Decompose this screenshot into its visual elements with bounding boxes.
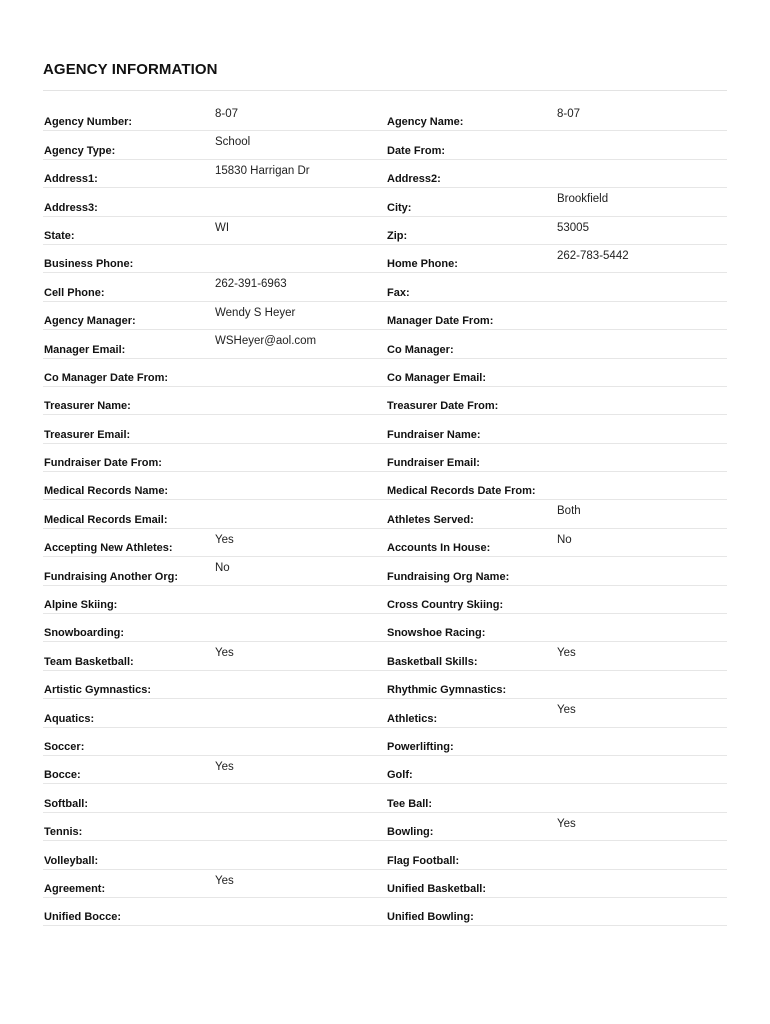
table-row	[43, 614, 727, 642]
field-label: Athletes Served:	[387, 513, 474, 526]
field-value: 15830 Harrigan Dr	[215, 164, 310, 177]
field-value: 262-783-5442	[557, 249, 629, 262]
table-row	[43, 131, 727, 159]
table-row	[43, 529, 727, 557]
field-value: WSHeyer@aol.com	[215, 335, 317, 348]
page-title: AGENCY INFORMATION	[43, 61, 218, 78]
field-label: Fundraiser Date From:	[44, 457, 162, 470]
agency-info-table	[43, 103, 727, 926]
table-row	[43, 728, 727, 756]
field-value: Wendy S Heyer	[215, 306, 296, 319]
field-label: Accepting New Athletes:	[44, 542, 173, 555]
field-label: Tee Ball:	[387, 797, 433, 810]
field-label: Manager Email:	[44, 343, 126, 356]
field-label: Agency Type:	[44, 144, 116, 157]
field-label: Date From:	[387, 144, 446, 157]
field-value: 53005	[557, 221, 589, 234]
table-row	[43, 699, 727, 727]
field-label: Medical Records Date From:	[387, 485, 536, 498]
field-label: Artistic Gymnastics:	[44, 684, 151, 697]
field-label: Agency Name:	[387, 116, 464, 129]
field-label: Rhythmic Gymnastics:	[387, 684, 507, 697]
field-label: Basketball Skills:	[387, 655, 478, 668]
field-label: Fundraiser Email:	[387, 457, 480, 470]
field-label: Address3:	[44, 201, 98, 214]
table-row	[43, 387, 727, 415]
table-row	[43, 444, 727, 472]
field-value: Yes	[215, 874, 234, 887]
field-label: State:	[44, 229, 75, 242]
field-label: Accounts In House:	[387, 542, 491, 555]
field-label: Fundraising Another Org:	[44, 570, 179, 583]
field-label: Address2:	[387, 173, 441, 186]
table-row	[43, 586, 727, 614]
field-value: No	[215, 562, 230, 575]
field-label: Aquatics:	[44, 712, 95, 725]
field-label: Flag Football:	[387, 854, 460, 867]
field-value: 8-07	[215, 108, 239, 120]
table-row	[43, 160, 727, 188]
table-row	[43, 330, 727, 358]
field-value: Yes	[557, 817, 576, 830]
table-row	[43, 188, 727, 216]
field-label: Fundraiser Name:	[387, 428, 481, 441]
table-row	[43, 870, 727, 898]
field-label: Fundraising Org Name:	[387, 570, 510, 583]
field-label: Snowshoe Racing:	[387, 627, 486, 640]
field-label: Home Phone:	[387, 258, 458, 271]
field-label: Co Manager Email:	[387, 371, 487, 384]
field-label: Co Manager Date From:	[44, 371, 169, 384]
table-row	[43, 500, 727, 528]
table-row	[43, 813, 727, 841]
field-label: Medical Records Name:	[44, 485, 169, 498]
table-row	[43, 359, 727, 387]
table-row	[43, 784, 727, 812]
field-value: Brookfield	[557, 193, 609, 206]
field-label: Softball:	[44, 797, 88, 810]
field-value: No	[557, 533, 572, 546]
field-label: Soccer:	[44, 740, 85, 753]
field-label: City:	[387, 201, 412, 214]
field-label: Address1:	[44, 173, 98, 186]
table-row	[43, 273, 727, 301]
field-label: Snowboarding:	[44, 627, 125, 640]
field-value: Yes	[215, 760, 234, 773]
field-label: Team Basketball:	[44, 655, 134, 668]
table-row	[43, 841, 727, 869]
table-row	[43, 415, 727, 443]
field-label: Business Phone:	[44, 258, 134, 271]
field-label: Cross Country Skiing:	[387, 599, 504, 612]
field-label: Zip:	[387, 229, 408, 242]
field-value: Both	[557, 505, 581, 518]
field-label: Bocce:	[44, 769, 81, 782]
field-label: Golf:	[387, 769, 413, 782]
field-label: Agreement:	[44, 882, 106, 895]
field-value: School	[215, 136, 251, 149]
table-row	[43, 302, 727, 330]
field-value: Yes	[215, 647, 234, 660]
field-label: Treasurer Email:	[44, 428, 131, 441]
field-value: Yes	[215, 533, 234, 546]
field-label: Treasurer Name:	[44, 400, 131, 413]
table-row	[43, 245, 727, 273]
table-row	[43, 898, 727, 926]
field-value: 8-07	[557, 108, 581, 120]
field-label: Agency Number:	[44, 116, 133, 129]
table-row	[43, 217, 727, 245]
field-label: Fax:	[387, 286, 410, 299]
field-label: Manager Date From:	[387, 315, 494, 328]
field-value: Yes	[557, 704, 576, 717]
field-label: Co Manager:	[387, 343, 454, 356]
field-label: Powerlifting:	[387, 740, 454, 753]
field-label: Unified Basketball:	[387, 882, 487, 895]
field-value: WI	[215, 221, 230, 234]
table-row	[43, 472, 727, 500]
field-label: Bowling:	[387, 826, 434, 839]
field-value: 262-391-6963	[215, 278, 287, 291]
table-row	[43, 671, 727, 699]
field-label: Unified Bowling:	[387, 911, 474, 924]
field-value: Yes	[557, 647, 576, 660]
field-label: Cell Phone:	[44, 286, 105, 299]
table-row	[43, 557, 727, 585]
field-label: Athletics:	[387, 712, 438, 725]
title-divider	[43, 90, 727, 91]
field-label: Volleyball:	[44, 854, 99, 867]
field-label: Tennis:	[44, 826, 83, 839]
table-row	[43, 756, 727, 784]
field-label: Agency Manager:	[44, 315, 136, 328]
table-row	[43, 642, 727, 670]
field-label: Alpine Skiing:	[44, 599, 118, 612]
field-label: Unified Bocce:	[44, 911, 122, 924]
table-row	[43, 103, 727, 131]
field-label: Treasurer Date From:	[387, 400, 499, 413]
field-label: Medical Records Email:	[44, 513, 168, 526]
